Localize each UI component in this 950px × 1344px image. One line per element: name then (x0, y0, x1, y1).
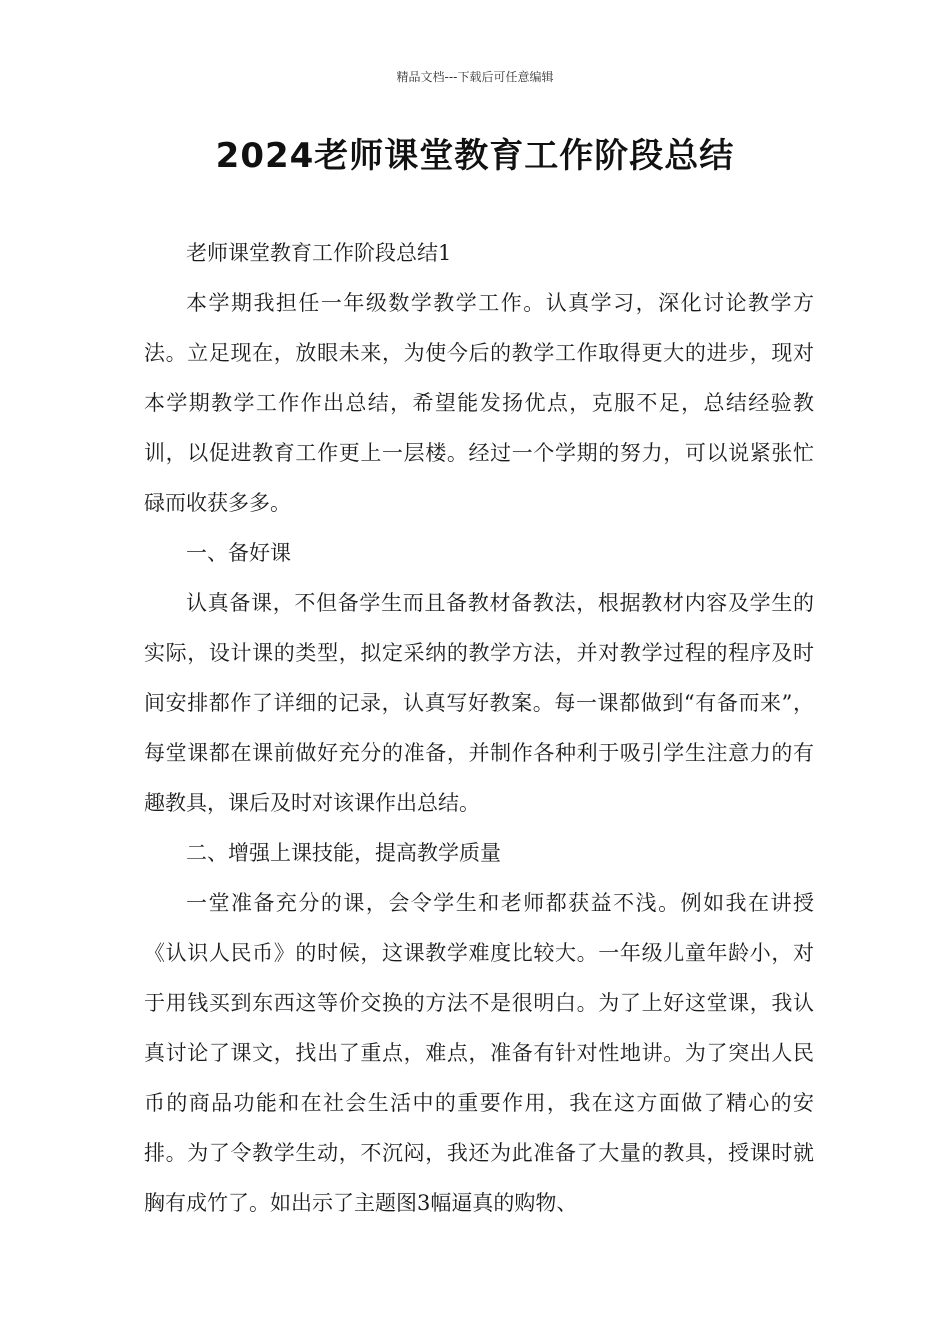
document-body (144, 228, 814, 1228)
header-note: 精品文档---下载后可任意编辑 (396, 70, 554, 84)
section-heading: 二、增强上课技能，提高教学质量 (186, 841, 501, 865)
paragraph: 一堂准备充分的课，会令学生和老师都获益不浅。例如我在讲授《认识人民币》的时候，这课教学难度比较大。一年级儿童年龄小，对于用钱买到东西这等价交换的方法不是很明白。为了上好这堂课，我认真讨论了课文，找出了重点，难点，准备有针对性地讲。为了突出人民币的商品功能和在社会生活中的重要作用，我在这方面做了精心的安排。为了令教学生动，不沉闷，我还为此准备了大量的教具，授课时就胸有成竹了。如出示了主题图3幅逼真的购物、 (144, 891, 814, 1215)
document-title: 2024老师课堂教育工作阶段总结 (215, 136, 735, 176)
section-heading: 老师课堂教育工作阶段总结1 (186, 241, 452, 265)
section-heading: 一、备好课 (186, 541, 291, 565)
paragraph: 本学期我担任一年级数学教学工作。认真学习，深化讨论教学方法。立足现在，放眼未来，为使今后的教学工作取得更大的进步，现对本学期教学工作作出总结，希望能发扬优点，克服不足，总结经验教训，以促进教育工作更上一层楼。经过一个学期的努力，可以说紧张忙碌而收获多多。 (144, 291, 814, 515)
paragraph: 认真备课，不但备学生而且备教材备教法，根据教材内容及学生的实际，设计课的类型，拟定采纳的教学方法，并对教学过程的程序及时间安排都作了详细的记录，认真写好教案。每一课都做到“有备而来”，每堂课都在课前做好充分的准备，并制作各种利于吸引学生注意力的有趣教具，课后及时对该课作出总结。 (144, 591, 814, 815)
